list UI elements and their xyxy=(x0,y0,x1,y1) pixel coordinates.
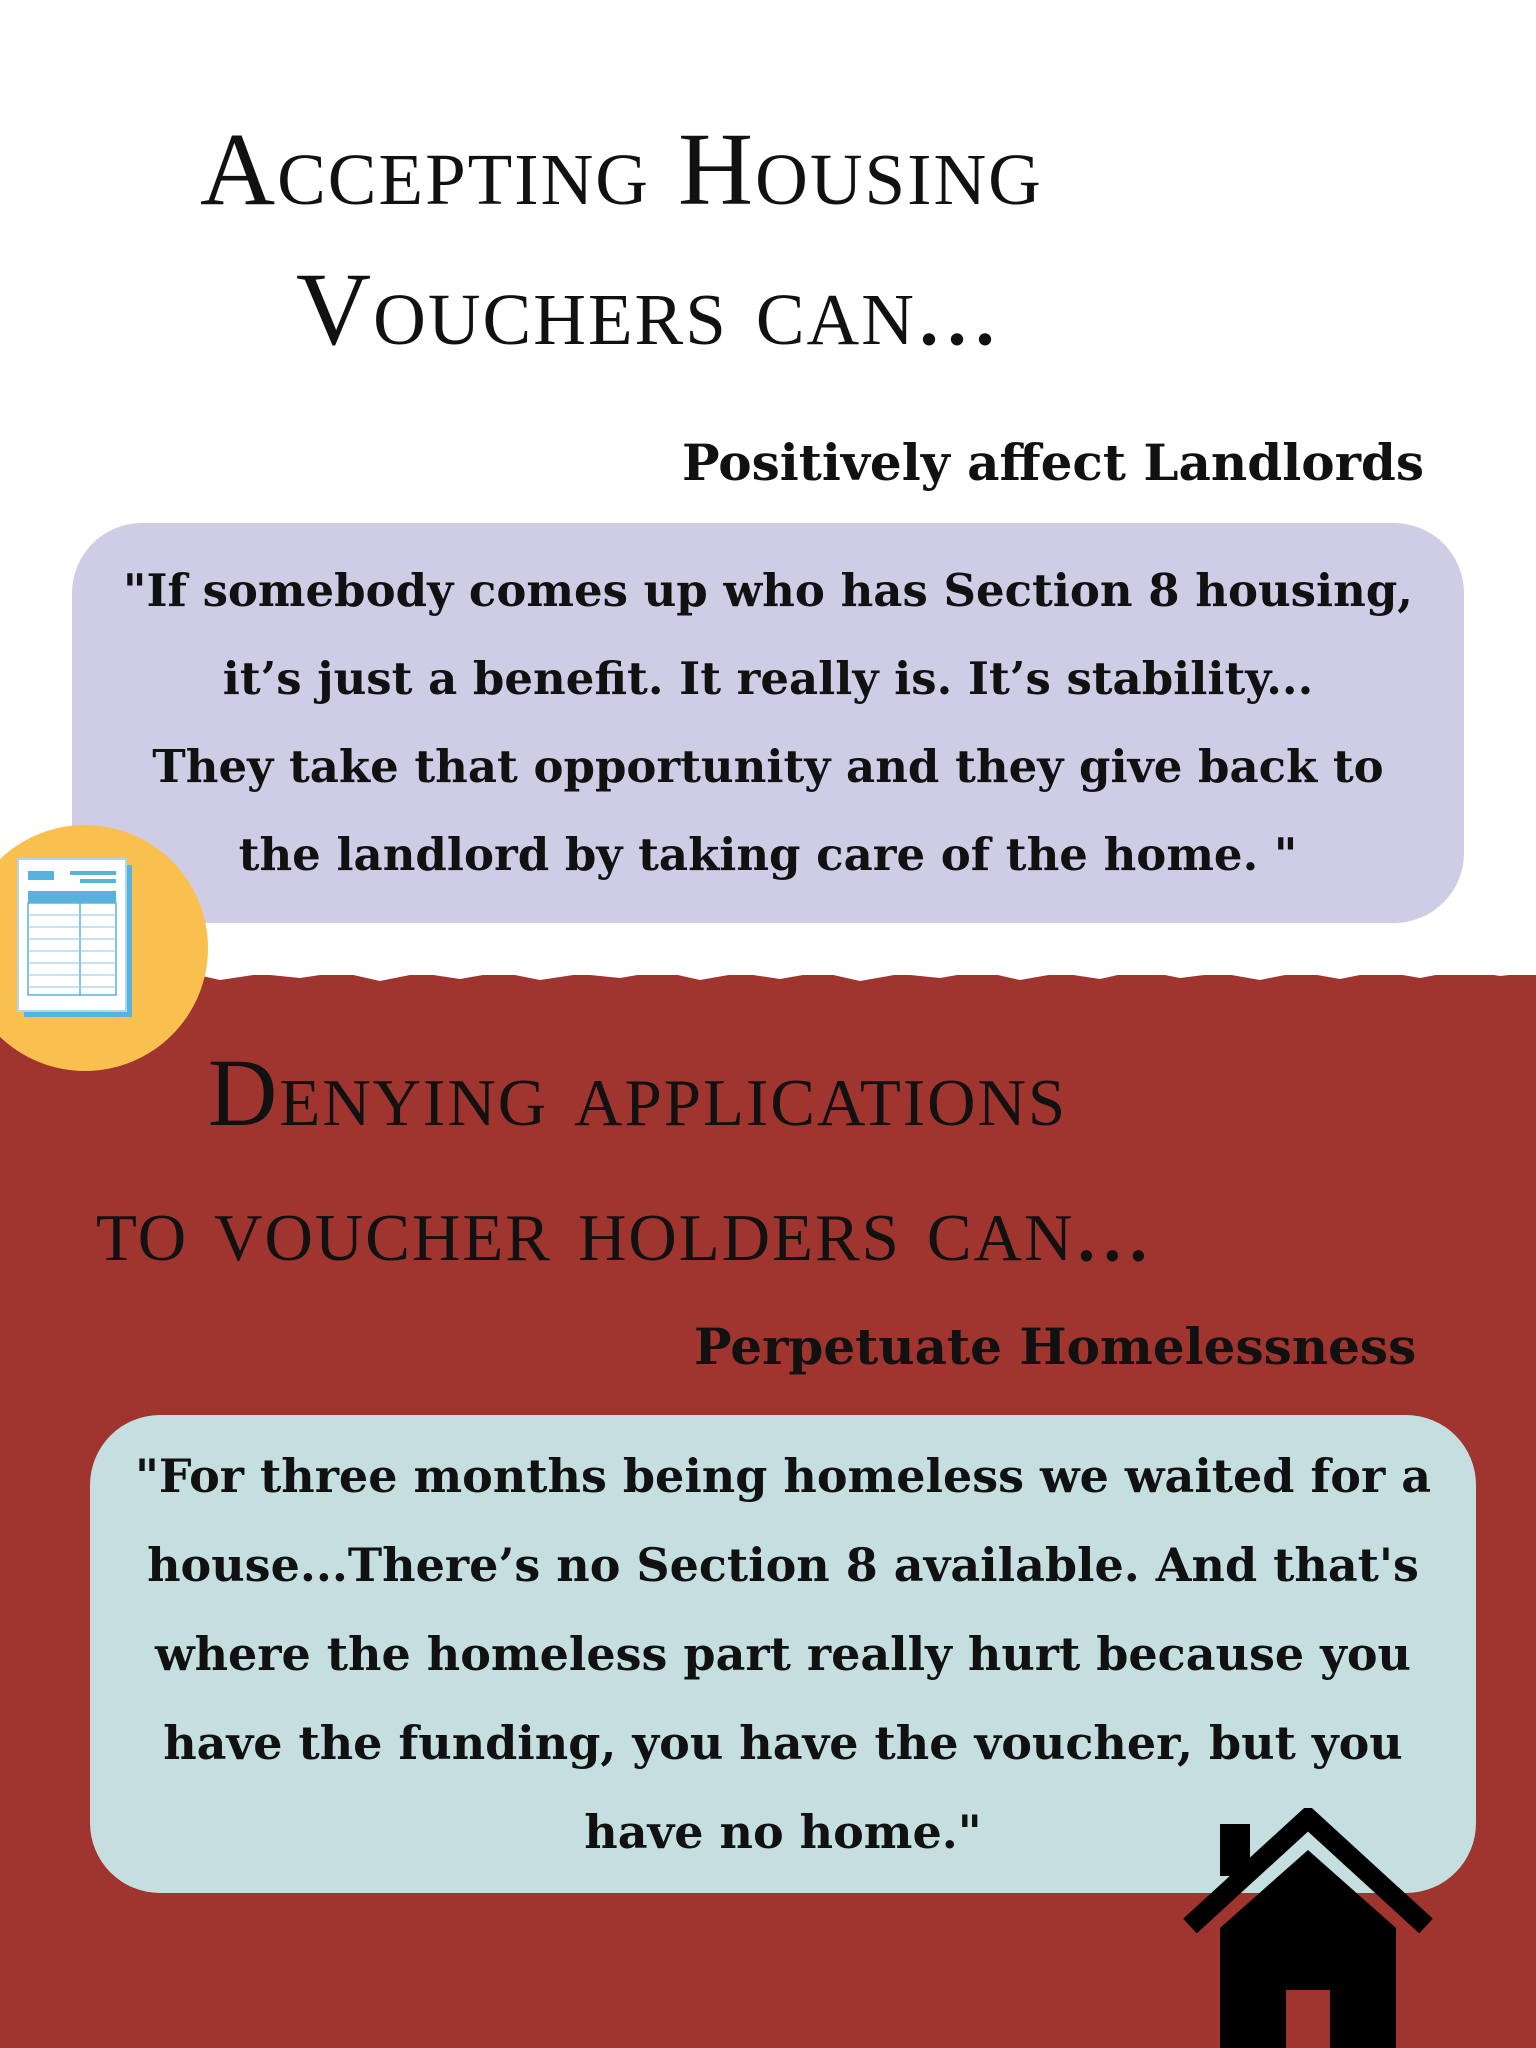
quote-line: "If somebody comes up who has Section 8 housing, xyxy=(123,564,1413,617)
quote-line: house...There’s no Section 8 available. And that's xyxy=(147,1537,1419,1592)
torn-paper-edge xyxy=(0,958,1536,998)
house-icon xyxy=(1180,1808,1436,2048)
quote-line: the landlord by taking care of the home. " xyxy=(238,828,1298,881)
quote-line: They take that opportunity and they give back to xyxy=(152,740,1384,793)
heading-top-line2: Vouchers can... xyxy=(296,252,1000,367)
quote-line: "For three months being homeless we waited for a xyxy=(134,1448,1432,1503)
heading-bottom-line1: Denying applications xyxy=(208,1039,1068,1146)
landlord-quote-text xyxy=(123,547,1413,899)
quote-line: have no home." xyxy=(584,1804,982,1859)
quote-line: it’s just a benefit. It really is. It’s stability... xyxy=(222,652,1314,705)
quote-line: where the homeless part really hurt because you xyxy=(154,1626,1411,1681)
document-form-icon xyxy=(0,825,208,1071)
subtitle-positively-affect-landlords: Positively affect Landlords xyxy=(682,433,1425,492)
quote-line: have the funding, you have the voucher, but you xyxy=(163,1715,1403,1770)
heading-top-line1: Accepting Housing xyxy=(200,112,1043,227)
heading-bottom-line2: to voucher holders can... xyxy=(96,1174,1153,1281)
subtitle-perpetuate-homelessness: Perpetuate Homelessness xyxy=(694,1317,1417,1376)
landlord-quote-box xyxy=(72,523,1464,923)
